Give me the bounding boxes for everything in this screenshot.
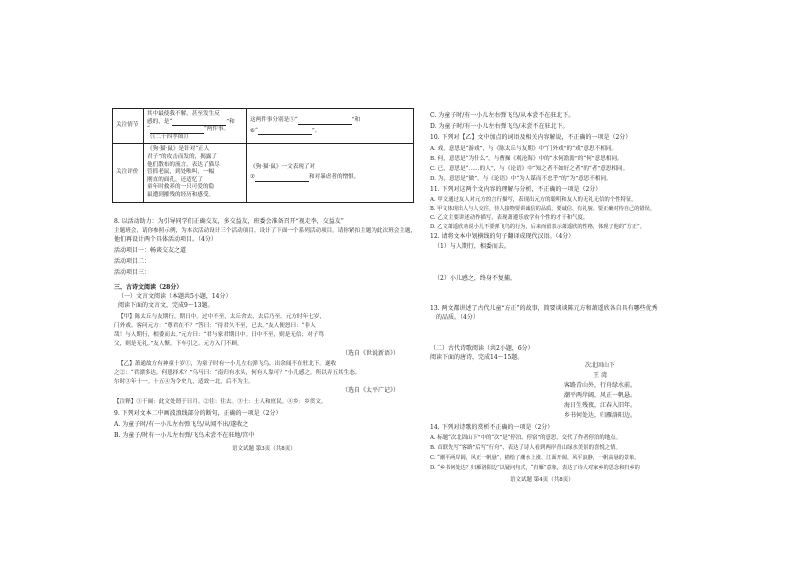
q10-stem: 10. 下列对【乙】文中加点的词语及相关内容解说，不正确的一项是（2分） xyxy=(430,134,632,141)
q11-option-b[interactable]: B. 甲文体现出人与人交往，待人接物要讲诚信的品质，要诚信、有礼貌、要正确对待自己的错误。 xyxy=(430,206,655,212)
cell-text xyxy=(250,117,410,125)
q8-text: 主题班会，请你参照示例，为本次活动设计三个活动项目。设计了下面一个系列活动项目，请你紧扣主题为此次班会主题， xyxy=(114,228,417,234)
q11-option-a[interactable]: A. 甲文通过友人对元方的言行描写，表现出元方的聪明和友人的无礼无信的个性特征。 xyxy=(430,197,637,203)
q14-stem: 14. 下列对诗歌的赏析不正确的一项是（2分） xyxy=(430,424,554,431)
passage-yi: 之②：“君漂多达，何患择术？”乌马曰：“南归有水头，何有人靠可？”小儿感之，所以弄五其生态。 xyxy=(114,370,361,376)
poem-line: 潮平两岸阔，风正一帆悬。 xyxy=(563,392,636,399)
passage-jia: 哉！与人期行，相委而去。”元方曰：“君与家君期日中。日中不至，则是无信；对子骂 xyxy=(114,332,324,338)
cell-text: 《狗·猫·鼠》一文表现了对 xyxy=(250,163,316,170)
q10-option-b[interactable]: B. 何，意思是“为什么”，与曹操《观沧海》中的“水何澹澹”的“何”意思相同。 xyxy=(430,156,623,162)
cell-text: 感的，是“ xyxy=(147,118,173,125)
source-2: （选自《太平广记》） xyxy=(342,387,400,394)
cell-text: ”和 xyxy=(226,118,235,125)
passage-yi: 【乙】萧通故方有神童十岁①，为童子时有一小儿左右弹飞鸟，出余闻不在驻北下。遂收 xyxy=(118,361,337,367)
answer-blank[interactable] xyxy=(298,119,352,125)
cell-text: ⑥“ xyxy=(250,127,258,134)
passage-yi: 尔时③年十一。十五④为令史九，适效一北，后不为主。 xyxy=(114,379,254,385)
q11-option-c[interactable]: C. 乙文主要讲述动作描写，表现萧遵乐放学有个性的才干和气度。 xyxy=(430,215,589,221)
q12-stem: 12. 请将文本中划横线的句子翻译成现代汉语。（4分） xyxy=(430,233,575,240)
cell-text: 《狗·猫·鼠》是针对“正人 xyxy=(147,146,210,153)
poem-line: 客路青山外，行舟绿水前。 xyxy=(563,382,636,389)
q12-sentence-2: （2）小儿感之，终身不复捕。 xyxy=(434,275,516,282)
cell-text: ⑦ xyxy=(250,174,256,181)
activity-2[interactable]: 活动项目二： xyxy=(114,258,151,265)
cell-text: ”。 xyxy=(311,127,321,134)
cell-text: 其中最使我不解，甚至发生反 xyxy=(147,111,220,117)
answer-blank[interactable] xyxy=(150,128,204,134)
q9-option-a[interactable]: A. 为童子时/有一小儿左右弹飞鸟/从闻不出/遂收之 xyxy=(114,421,249,428)
q13-stem: 13. 两文都讲述了古代儿童“方正”的故事，简要谈谈陈元方和萧遥欣各自具有哪些优秀 xyxy=(430,305,658,312)
table-row xyxy=(113,144,414,202)
source-1: （选自《世说新语》） xyxy=(342,350,400,357)
passage-jia: 【甲】陈太丘与友期行，期日中。过中不至，太丘舍去，去后乃至。元方时年七岁， xyxy=(118,314,325,320)
cell-text: 这两件事分别是⑤“ xyxy=(250,117,298,124)
q14-option-a[interactable]: A. 标题“次北固山下”中的“次”是“停泊、停宿”的意思，交代了作者停泊的地点。 xyxy=(430,435,621,441)
q9-option-d[interactable]: D. 为童子时/有一小儿左右弹飞鸟/未尝不在驻北下。 xyxy=(430,123,569,130)
page-footer: 语文试题 第4页（共8页） xyxy=(510,477,574,483)
q9-stem: 9. 下列对文本二中画波浪线部分的断句，正确的一项是（2分） xyxy=(114,410,282,417)
q8-text: 8. 以活动助力：为引导同学们正确交友，多交益友，班委会准备召开“视走李，交益友” xyxy=(114,218,344,225)
q10-option-d[interactable]: D. 为，意思是“做”，与《论语》中“为人谋而不忠乎”的“为”意思不相同。 xyxy=(430,176,612,182)
cell-text xyxy=(250,174,410,182)
q12-sentence-1: （1）与人期行，相委而去。 xyxy=(434,243,510,250)
cell-text: 鼠遭到摧残的经历和感受。 xyxy=(147,191,215,198)
q9-option-c[interactable]: C. 为童子时/有一小儿左右弹飞鸟/从本尝不在驻北下。 xyxy=(430,112,575,119)
q14-option-d[interactable]: D. “乡书何处达？归雁洛阳边”以疑问句式，“归雁”意象，表达了诗人对家乡的思念和归乡的 xyxy=(430,465,640,471)
q13-stem: 的品质。（4分） xyxy=(436,314,479,321)
poem-line: 海日生残夜，江春入旧年。 xyxy=(563,402,636,409)
notes: 【注释】①干阔：此文处谓于日月。②往：往去。③士：士人和庶民。④乡：乡贯文。 xyxy=(114,399,327,405)
cell-text: （《二十四孝图》） xyxy=(147,133,192,140)
eval-cell xyxy=(144,144,247,202)
cell-text: ”两件事。 xyxy=(203,126,230,133)
q14-option-c[interactable]: C. “潮平两岸阔，风正一帆悬”，描绘了潮水上涨、江面开阔、风平浪静，一帆高悬的景象。 xyxy=(430,455,640,461)
q10-option-a[interactable]: A. 戏，意思是“游戏”，与《陈太丘与友期》中“门外戏”的“戏”意思不相同。 xyxy=(430,146,617,152)
cell-text: 和对暴虐者的憎恨。 xyxy=(309,174,360,181)
answer-blank[interactable] xyxy=(255,176,309,182)
poem-author: 王 湾 xyxy=(593,372,607,379)
answer-cell xyxy=(247,144,414,202)
cell-text xyxy=(147,126,243,134)
cell-text: 君子”的攻击而发的，揭露了 xyxy=(147,153,217,160)
cell-text: 管抓老鼠，到处唯叫，一幅 xyxy=(147,169,215,176)
instruction: 阅读下面的文言文，完成9～13题。 xyxy=(118,302,214,309)
passage-jia: 门外戏。客问元方：“尊君在不？”答曰：“待君久不至，已去。”友人便怒曰：“非人 xyxy=(114,323,316,329)
activity-3[interactable]: 活动项目三： xyxy=(114,269,151,276)
subsection-heading: （一）文言文阅读（本题共5小题，14分） xyxy=(118,293,232,300)
passage-jia: 父，则是无礼。”友人惭，下车引之。元方入门不顾。 xyxy=(114,341,243,347)
instruction: 阅读下面的唐诗，完成14～15题。 xyxy=(430,354,524,361)
poem-line: 乡书何处达，归雁洛阳边。 xyxy=(563,412,636,419)
subsection-heading: （二）古代诗歌阅读（共2小题，6分） xyxy=(430,345,534,352)
q8-text: 他们再设计两个具体活动项目。（4分） xyxy=(114,236,217,243)
cell-text: 童年时救养的一只可爱的隐 xyxy=(147,184,215,191)
q11-stem: 11. 下列对这两个文内容的理解与分析，不正确的一项是（2分） xyxy=(430,186,602,193)
right-page xyxy=(430,0,730,561)
cell-text xyxy=(250,128,410,136)
cell-text: “ xyxy=(147,126,150,133)
answer-cell xyxy=(247,109,414,144)
left-page xyxy=(92,0,417,561)
table-row xyxy=(113,109,414,144)
reading-table xyxy=(112,108,414,203)
q9-option-b[interactable]: B. 为童子/时有一小儿左右弹/飞鸟未尝不在驻地/宫中 xyxy=(114,432,255,439)
cell-text: ”和 xyxy=(351,117,361,124)
q11-option-d[interactable]: D. 乙文萧遥欣劝说小儿不要弹飞鸟的行为，后来而留表示萧遥欣的性格，体现了他的“方正”。 xyxy=(430,224,645,230)
cell-text: 他们散布的流言，表达了猫尽 xyxy=(147,161,220,168)
page-footer: 语文试题 第3页（共8页） xyxy=(232,446,296,452)
activity-1: 活动项目一：畅谈交友之道 xyxy=(114,247,187,254)
q14-option-b[interactable]: B. 首联先写“客路”后写“行舟”，表达了诗人看到两岸青山绿水美景的喜悦之情。 xyxy=(430,445,621,451)
answer-blank[interactable] xyxy=(258,129,312,135)
cell-text: 刚直的面孔，还适忆了 xyxy=(147,176,203,183)
section-3-heading: 三、古诗文阅读（28分） xyxy=(114,284,183,291)
row-label-eval: 关注评价 xyxy=(113,144,144,202)
poem-title: 次北固山下 xyxy=(584,362,615,369)
q10-option-c[interactable]: C. 已，意思是“……的人”，与《论语》中“知之者不如好之者”的“者”意思相同。 xyxy=(430,166,629,172)
plot-cell xyxy=(144,109,247,144)
row-label-plot: 关注情节 xyxy=(113,109,144,144)
